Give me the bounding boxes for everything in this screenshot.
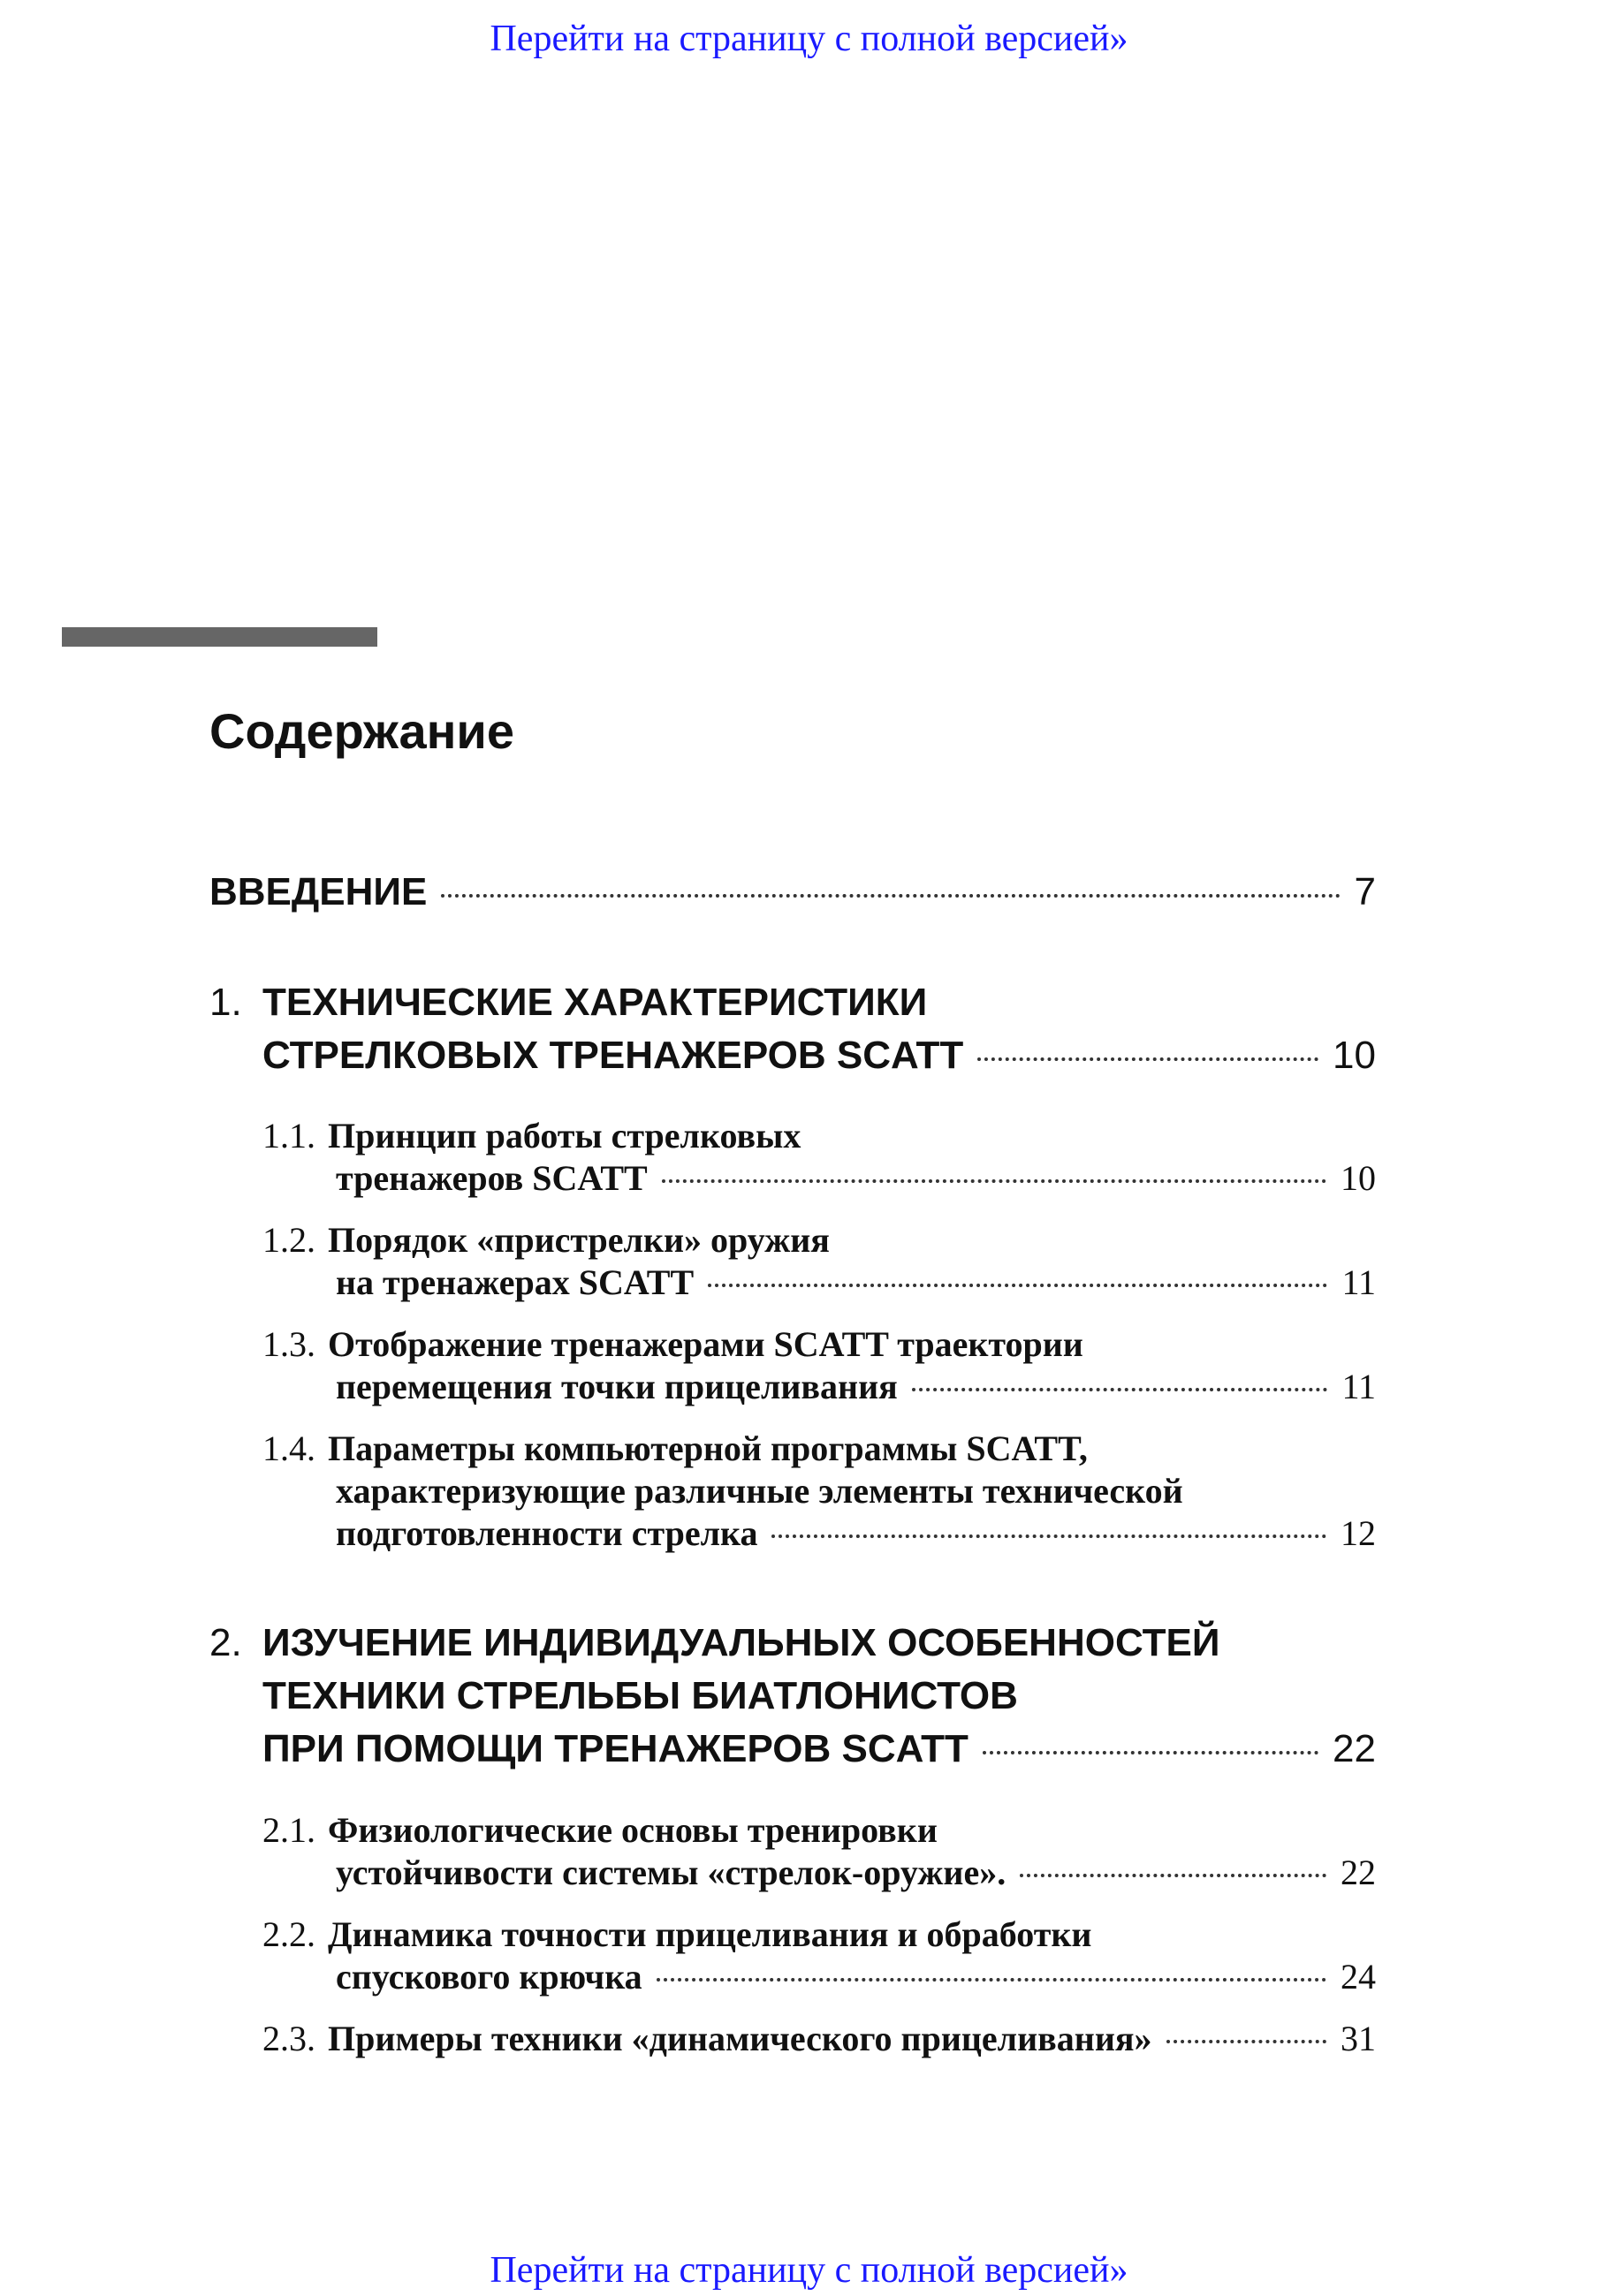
toc-entry-label: СТРЕЛКОВЫХ ТРЕНАЖЕРОВ SCATT (262, 1034, 964, 1077)
toc-page-number: 10 (1341, 1158, 1376, 1198)
toc-section-2-1-line1[interactable] (262, 1809, 938, 1851)
dot-leader (1166, 2040, 1327, 2043)
toc-entry-label: на тренажерах SCATT (336, 1262, 695, 1302)
toc-section-1-3-line2[interactable] (336, 1366, 1376, 1407)
section-number: 1.3. (262, 1324, 315, 1364)
toc-chapter2-line1[interactable] (262, 1621, 1219, 1665)
toc-section-2-2-line1[interactable] (262, 1913, 1091, 1955)
toc-section-1-4-line1[interactable] (262, 1428, 1088, 1469)
toc-entry-label: устойчивости системы «стрелок-оружие». (336, 1853, 1007, 1892)
section-number: 2.3. (262, 2019, 315, 2058)
toc-entry-intro[interactable] (209, 870, 1376, 914)
dot-leader (1020, 1874, 1326, 1877)
toc-entry-label: перемещения точки прицеливания (336, 1367, 898, 1406)
full-version-link-bottom[interactable]: Перейти на страницу с полной версией» (490, 2250, 1128, 2291)
toc-page-number: 11 (1341, 1262, 1376, 1302)
section-number: 2.2. (262, 1914, 315, 1954)
toc-entry-label: ПРИ ПОМОЩИ ТРЕНАЖЕРОВ SCATT (262, 1727, 969, 1770)
dot-leader (662, 1179, 1326, 1183)
toc-entry-label: Примеры техники «динамического прицеливания» (328, 2019, 1152, 2058)
chapter-number: 1. (209, 981, 242, 1024)
toc-page-number: 10 (1333, 1034, 1376, 1077)
toc-page-number: 31 (1341, 2019, 1376, 2058)
section-number: 1.2. (262, 1220, 315, 1260)
toc-entry-label: ТЕХНИКИ СТРЕЛЬБЫ БИАТЛОНИСТОВ (262, 1674, 1018, 1717)
toc-page-number: 12 (1341, 1513, 1376, 1553)
toc-entry-label: Принцип работы стрелковых (328, 1116, 801, 1156)
toc-entry-label: ИЗУЧЕНИЕ ИНДИВИДУАЛЬНЫХ ОСОБЕННОСТЕЙ (262, 1621, 1220, 1664)
accent-bar (62, 627, 377, 647)
toc-section-1-2-line2[interactable] (336, 1262, 1376, 1303)
full-version-link-top[interactable]: Перейти на страницу с полной версией» (490, 19, 1128, 59)
toc-section-2-2-line2[interactable] (336, 1956, 1376, 1997)
dot-leader (441, 894, 1340, 898)
toc-entry-label: подготовленности стрелка (336, 1513, 758, 1553)
dot-leader (977, 1057, 1318, 1061)
toc-entry-label: Физиологические основы тренировки (328, 1810, 938, 1850)
toc-section-1-1-line1[interactable] (262, 1115, 801, 1156)
toc-section-1-1-line2[interactable] (336, 1157, 1376, 1199)
toc-page-number: 11 (1341, 1367, 1376, 1406)
toc-chapter1-line2[interactable] (262, 1034, 1376, 1078)
toc-title: Содержание (209, 703, 514, 759)
toc-entry-label: Параметры компьютерной программы SCATT, (328, 1428, 1088, 1468)
toc-section-1-4-line2[interactable] (336, 1470, 1183, 1512)
section-number: 1.1. (262, 1116, 315, 1156)
toc-entry-label: спускового крючка (336, 1957, 642, 1997)
section-number: 1.4. (262, 1428, 315, 1468)
toc-entry-label: тренажеров SCATT (336, 1158, 648, 1198)
section-number: 2.1. (262, 1810, 315, 1850)
toc-entry-label: Динамика точности прицеливания и обработки (328, 1914, 1092, 1954)
toc-entry-label: характеризующие различные элементы технической (336, 1471, 1183, 1511)
chapter-number: 2. (209, 1621, 242, 1664)
toc-chapter1-line1[interactable] (262, 981, 927, 1025)
toc-entry-label: Порядок «пристрелки» оружия (328, 1220, 830, 1260)
toc-page-number: 22 (1333, 1727, 1376, 1770)
toc-chapter2-line2[interactable] (262, 1674, 1018, 1718)
toc-section-2-1-line2[interactable] (336, 1852, 1376, 1893)
toc-section-1-3-line1[interactable] (262, 1323, 1083, 1365)
dot-leader (657, 1978, 1326, 1982)
toc-entry-label: Отображение тренажерами SCATT траектории (328, 1324, 1083, 1364)
toc-page-number: 7 (1354, 870, 1376, 913)
dot-leader (771, 1534, 1326, 1538)
toc-page-number: 24 (1341, 1957, 1376, 1997)
dot-leader (983, 1751, 1318, 1754)
toc-entry-label: ВВЕДЕНИЕ (209, 870, 428, 913)
toc-section-1-4-line3[interactable] (336, 1512, 1376, 1554)
toc-section-2-3-line1[interactable] (262, 2018, 1376, 2059)
dot-leader (912, 1388, 1328, 1391)
toc-chapter2-line3[interactable] (262, 1727, 1376, 1771)
toc-page-number: 22 (1341, 1853, 1376, 1892)
dot-leader (708, 1284, 1327, 1287)
toc-entry-label: ТЕХНИЧЕСКИЕ ХАРАКТЕРИСТИКИ (262, 981, 928, 1024)
toc-section-1-2-line1[interactable] (262, 1219, 830, 1261)
